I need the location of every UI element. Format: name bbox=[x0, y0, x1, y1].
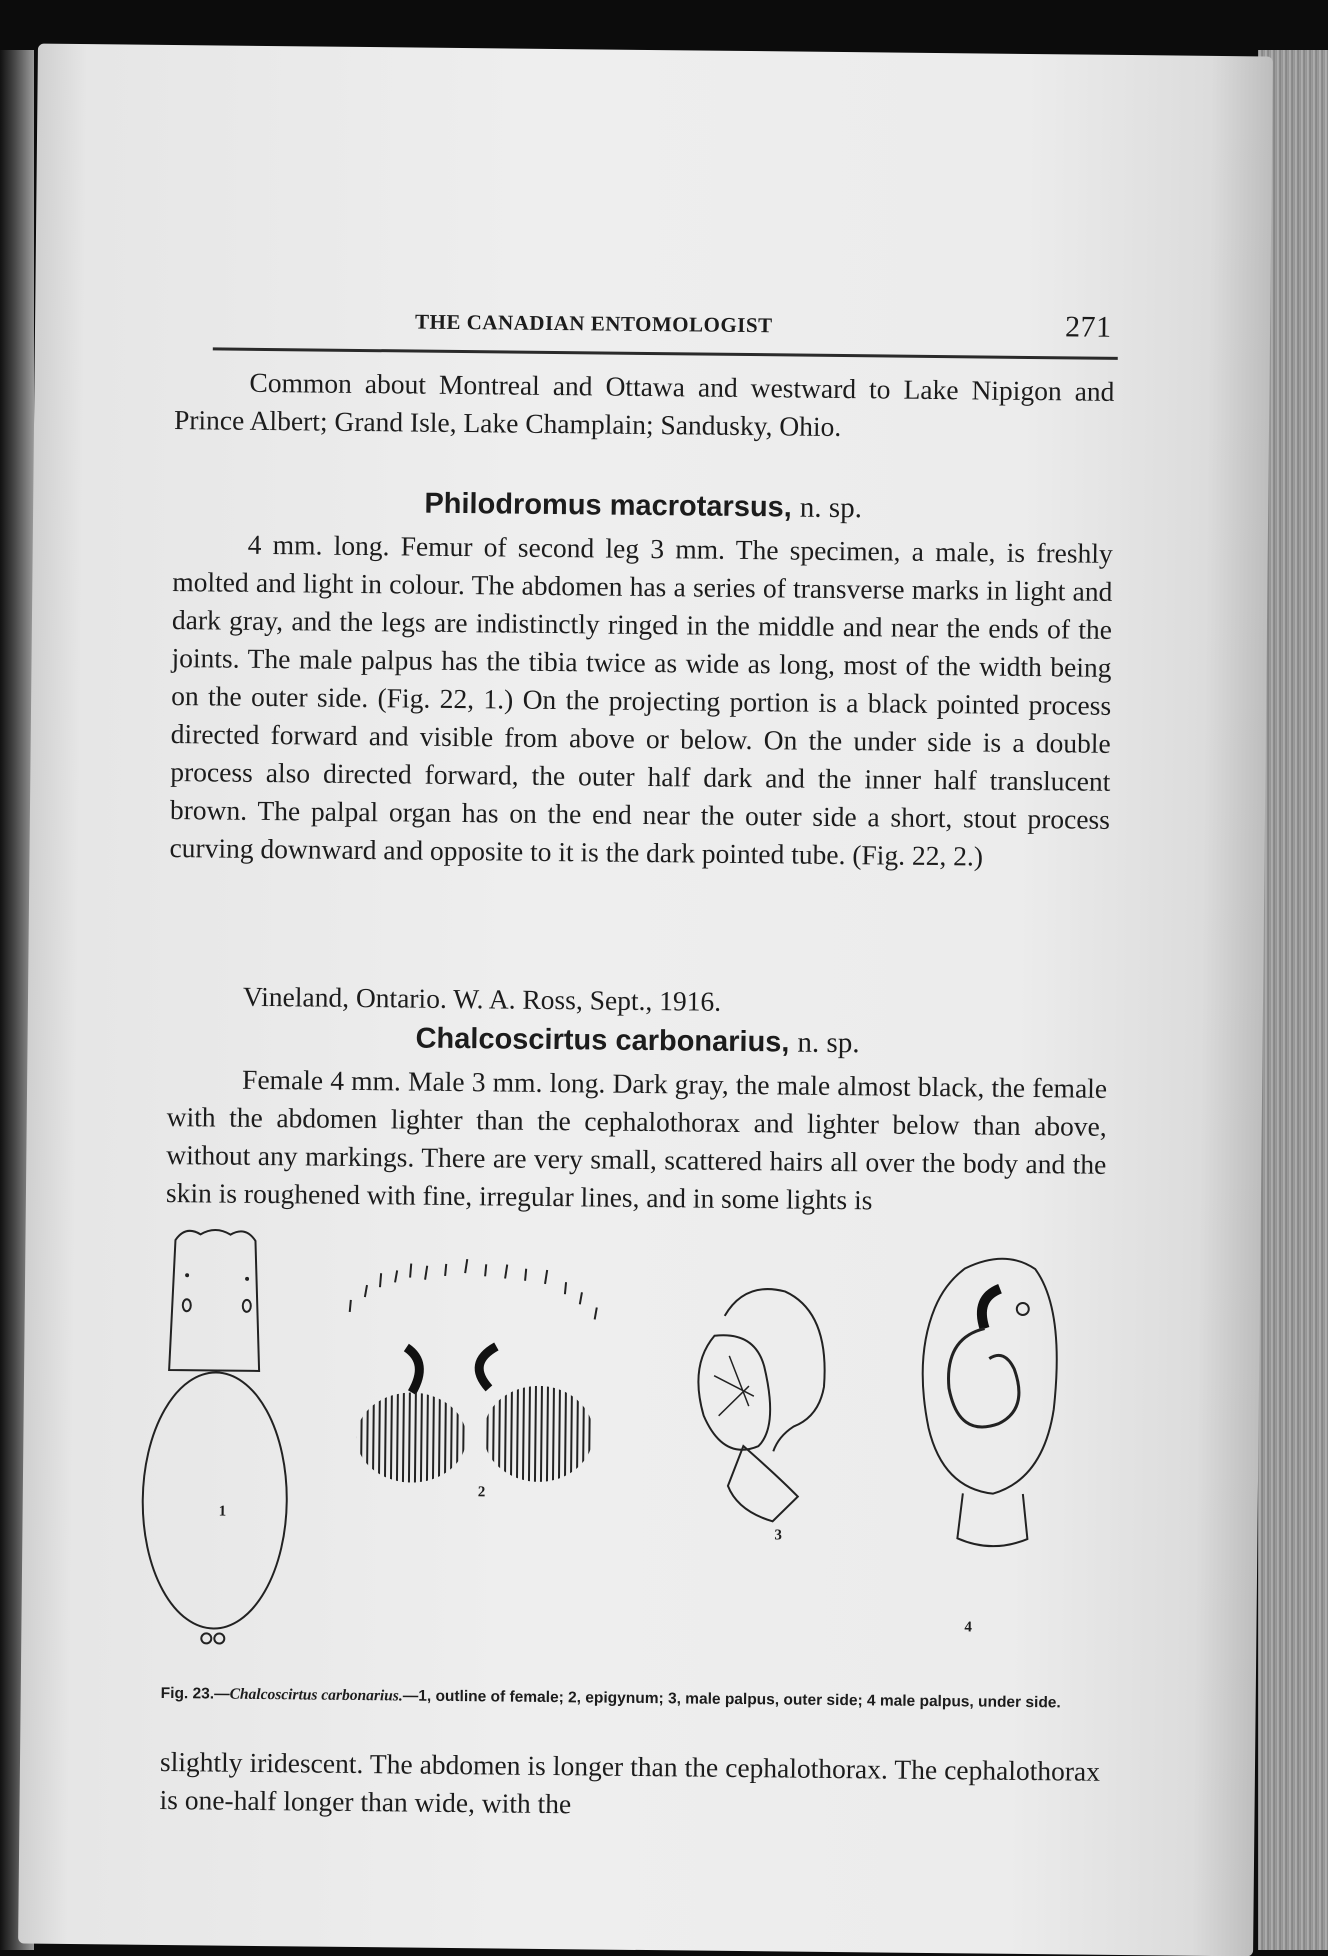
philodromus-locality: Vineland, Ontario. W. A. Ross, Sept., 1916. bbox=[242, 980, 722, 1017]
figure-female-outline bbox=[131, 1220, 296, 1662]
species-heading-chalcoscirtus: Chalcoscirtus carbonarius, n. sp. bbox=[415, 1022, 860, 1060]
book-page bbox=[18, 44, 1273, 1956]
figure-palpus-outer bbox=[682, 1275, 845, 1547]
figure-caption: Fig. 23.—Chalcoscirtus carbonarius.—1, outline of female; 2, epigynum; 3, male palpus, outer side; 4 male palpus, under side. bbox=[160, 1684, 1061, 1712]
figure-label-1: 1 bbox=[218, 1503, 227, 1520]
journal-title: THE CANADIAN ENTOMOLOGIST bbox=[414, 309, 773, 338]
continuation-paragraph: slightly iridescent. The abdomen is longer than the cephalothorax. The cephalothorax is one-half longer than wide, with the bbox=[159, 1745, 1101, 1820]
page-number: 271 bbox=[1064, 310, 1112, 344]
figure-label-4: 4 bbox=[964, 1619, 973, 1636]
species-heading-philodromus: Philodromus macrotarsus, n. sp. bbox=[424, 487, 863, 525]
figure-epigynum bbox=[323, 1237, 646, 1500]
header-rule bbox=[213, 347, 1118, 359]
figure-label-3: 3 bbox=[774, 1527, 782, 1544]
paragraph-distribution: Common about Montreal and Ottawa and westward to Lake Nipigon and Prince Albert; Grand Isle, Lake Champlain; Sandusky, Ohio. bbox=[173, 366, 1115, 443]
figure-label-2: 2 bbox=[477, 1484, 486, 1501]
philodromus-description: 4 mm. long. Femur of second leg 3 mm. The specimen, a male, is freshly molted and light in colour. The abdomen has a series of transverse marks in light and dark gray, and the legs are indistinctly ringed in the middle and near the ends of the joints. The male palpus has the tibia twice as wide as long, most of the width being on the outer side. (Fig. 22, 1.) On the projecting portion is a black pointed process directed forward and visible from above or below. On the under side is a double process also directed forward, the outer half dark and the inner half translucent brown. The palpal organ has on the end near the outer side a short, stout process curving downward and opposite to it is the dark pointed tube. (Fig. 22, 2.) bbox=[169, 528, 1113, 872]
running-header bbox=[415, 310, 1115, 342]
figure-palpus-under bbox=[901, 1248, 1075, 1630]
chalcoscirtus-description: Female 4 mm. Male 3 mm. long. Dark gray, the male almost black, the female with the abdomen lighter than the cephalothorax and lighter below than above, without any markings. There are very small, scattered hairs all over the body and the skin is roughened with fine, irregular lines, and in some lights is bbox=[165, 1063, 1108, 1216]
